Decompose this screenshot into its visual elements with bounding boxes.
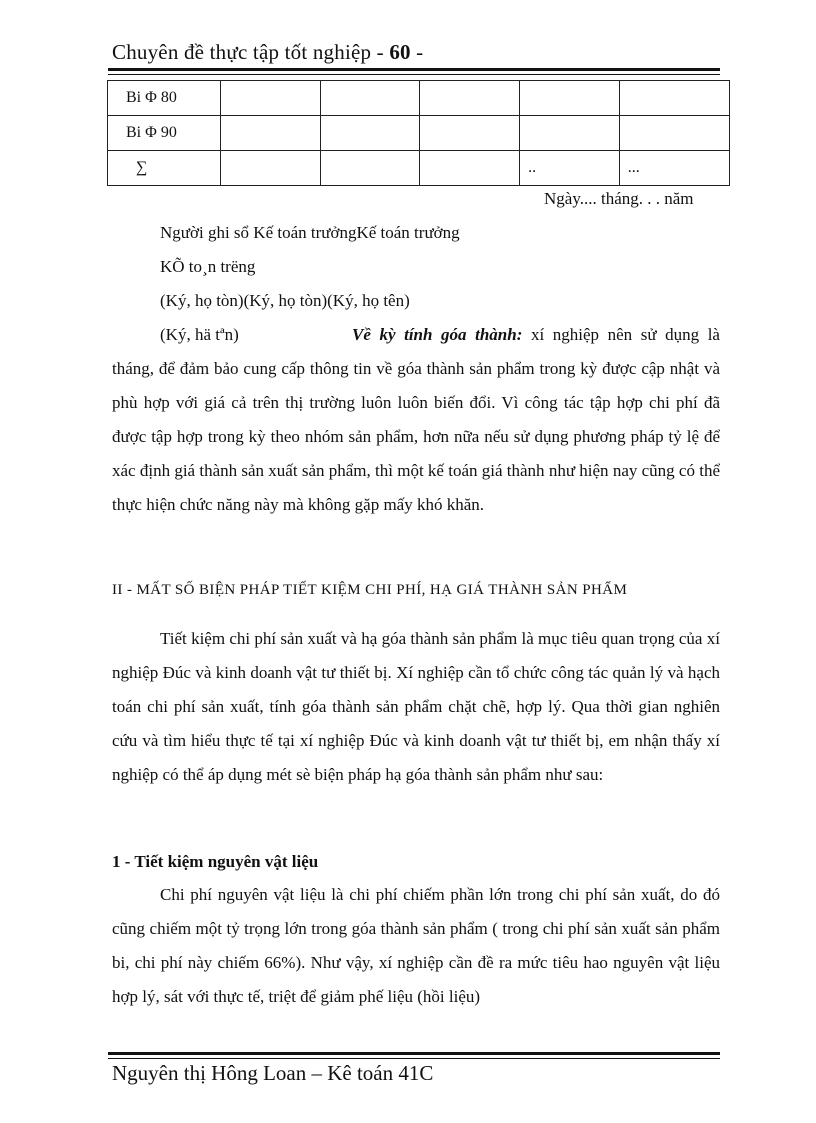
page-number: 60 [389,40,411,64]
table-cell: .. [520,151,620,186]
table-row [108,116,730,151]
signers-line-1: Người ghi sổ Kế toán trưởngKế toán trưởng [160,223,460,242]
paragraph-materials [112,878,720,1014]
footer-rule-thin [108,1058,720,1059]
table-cell [320,116,420,151]
table-cell: ∑ [108,151,221,186]
period-lead: Về kỳ tính góa thành: [352,325,523,344]
table-cell [320,81,420,116]
table-cell [320,151,420,186]
savings-text: Tiết kiệm chi phí sản xuất và hạ góa thành sản phẩm là mục tiêu quan trọng của xí nghiệp Đúc và kinh doanh vật tư thiết bị. Xí nghiệp cần tổ chức công tác quản lý và hạch toán chi phí sản xuất, tính góa thành sản phẩm chặt chẽ, hợp lý. Qua thời gian nghiên cứu và tìm hiểu thực tế tại xí nghiệp Đúc và kinh doanh vật tư thiết bị, em nhận thấy xí nghiệp có thể áp dụng mét sè biện pháp hạ góa thành sản phẩm như sau: [112,629,720,784]
period-text: xí nghiệp nên sử dụng là tháng, để đảm bảo cung cấp thông tin về góa thành sản phẩm trong kỳ được cập nhật và phù hợp với giá cả trên thị trường luôn luôn biến đổi. Vì công tác tập hợp chi phí đã được tập hợp trong kỳ theo nhóm sản phẩm, hơn nữa nếu sử dụng phương pháp tỷ lệ để xác định giá thành sản xuất sản phẩm, thì một kế toán giá thành như hiện nay cũng có thể thực hiện chức năng này mà không gặp mấy khó khăn. [112,325,720,514]
paragraph-period [112,318,720,522]
table-cell [420,116,520,151]
table-cell [619,81,729,116]
table-cell [420,81,520,116]
table-cell: ... [619,151,729,186]
table-cell [520,116,620,151]
date-line: Ngày.... tháng. . . năm [544,189,694,208]
table-row [108,151,730,186]
table-cell [221,116,321,151]
signers-line-4: (Ký, hä tªn) [160,325,239,344]
page-footer: Nguyên thị Hông Loan – Kê toán 41C [112,1061,434,1085]
table-cell: Bi Φ 80 [108,81,221,116]
header-dash: - [410,40,424,64]
table-cell [420,151,520,186]
header-rule-thin [108,74,720,75]
section-heading: II - MẤT SỐ BIỆN PHÁP TIẾT KIỆM CHI PHÍ, HẠ GIÁ THÀNH SẢN PHẨM [112,582,628,598]
table-row [108,81,730,116]
summary-table [107,80,730,186]
header-title: Chuyên đề thực tập tốt nghiệp - [112,40,390,64]
table-cell [520,81,620,116]
footer-rule-thick [108,1052,720,1055]
signers-line-3: (Ký, họ tòn)(Ký, họ tòn)(Ký, họ tên) [160,291,410,310]
materials-text: Chi phí nguyên vật liệu là chi phí chiếm phần lớn trong chi phí sản xuất, do đó cũng chiếm một tỷ trọng lớn trong góa thành sản phẩm ( trong chi phí sản xuất sản phẩm bi, chi phí này chiếm 66%). Như vậy, xí nghiệp cần đề ra mức tiêu hao nguyên vật liệu hợp lý, sát với thực tế, triệt để giảm phế liệu (hồi liệu) [112,885,720,1006]
table-cell [221,151,321,186]
page-header [112,40,423,65]
sub-heading: 1 - Tiết kiệm nguyên vật liệu [112,852,319,871]
table-cell [221,81,321,116]
table-cell [619,116,729,151]
table-cell: Bi Φ 90 [108,116,221,151]
signers-line-2: KÕ to¸n trëng [160,257,256,276]
header-rule-thick [108,68,720,71]
paragraph-savings [112,622,720,792]
